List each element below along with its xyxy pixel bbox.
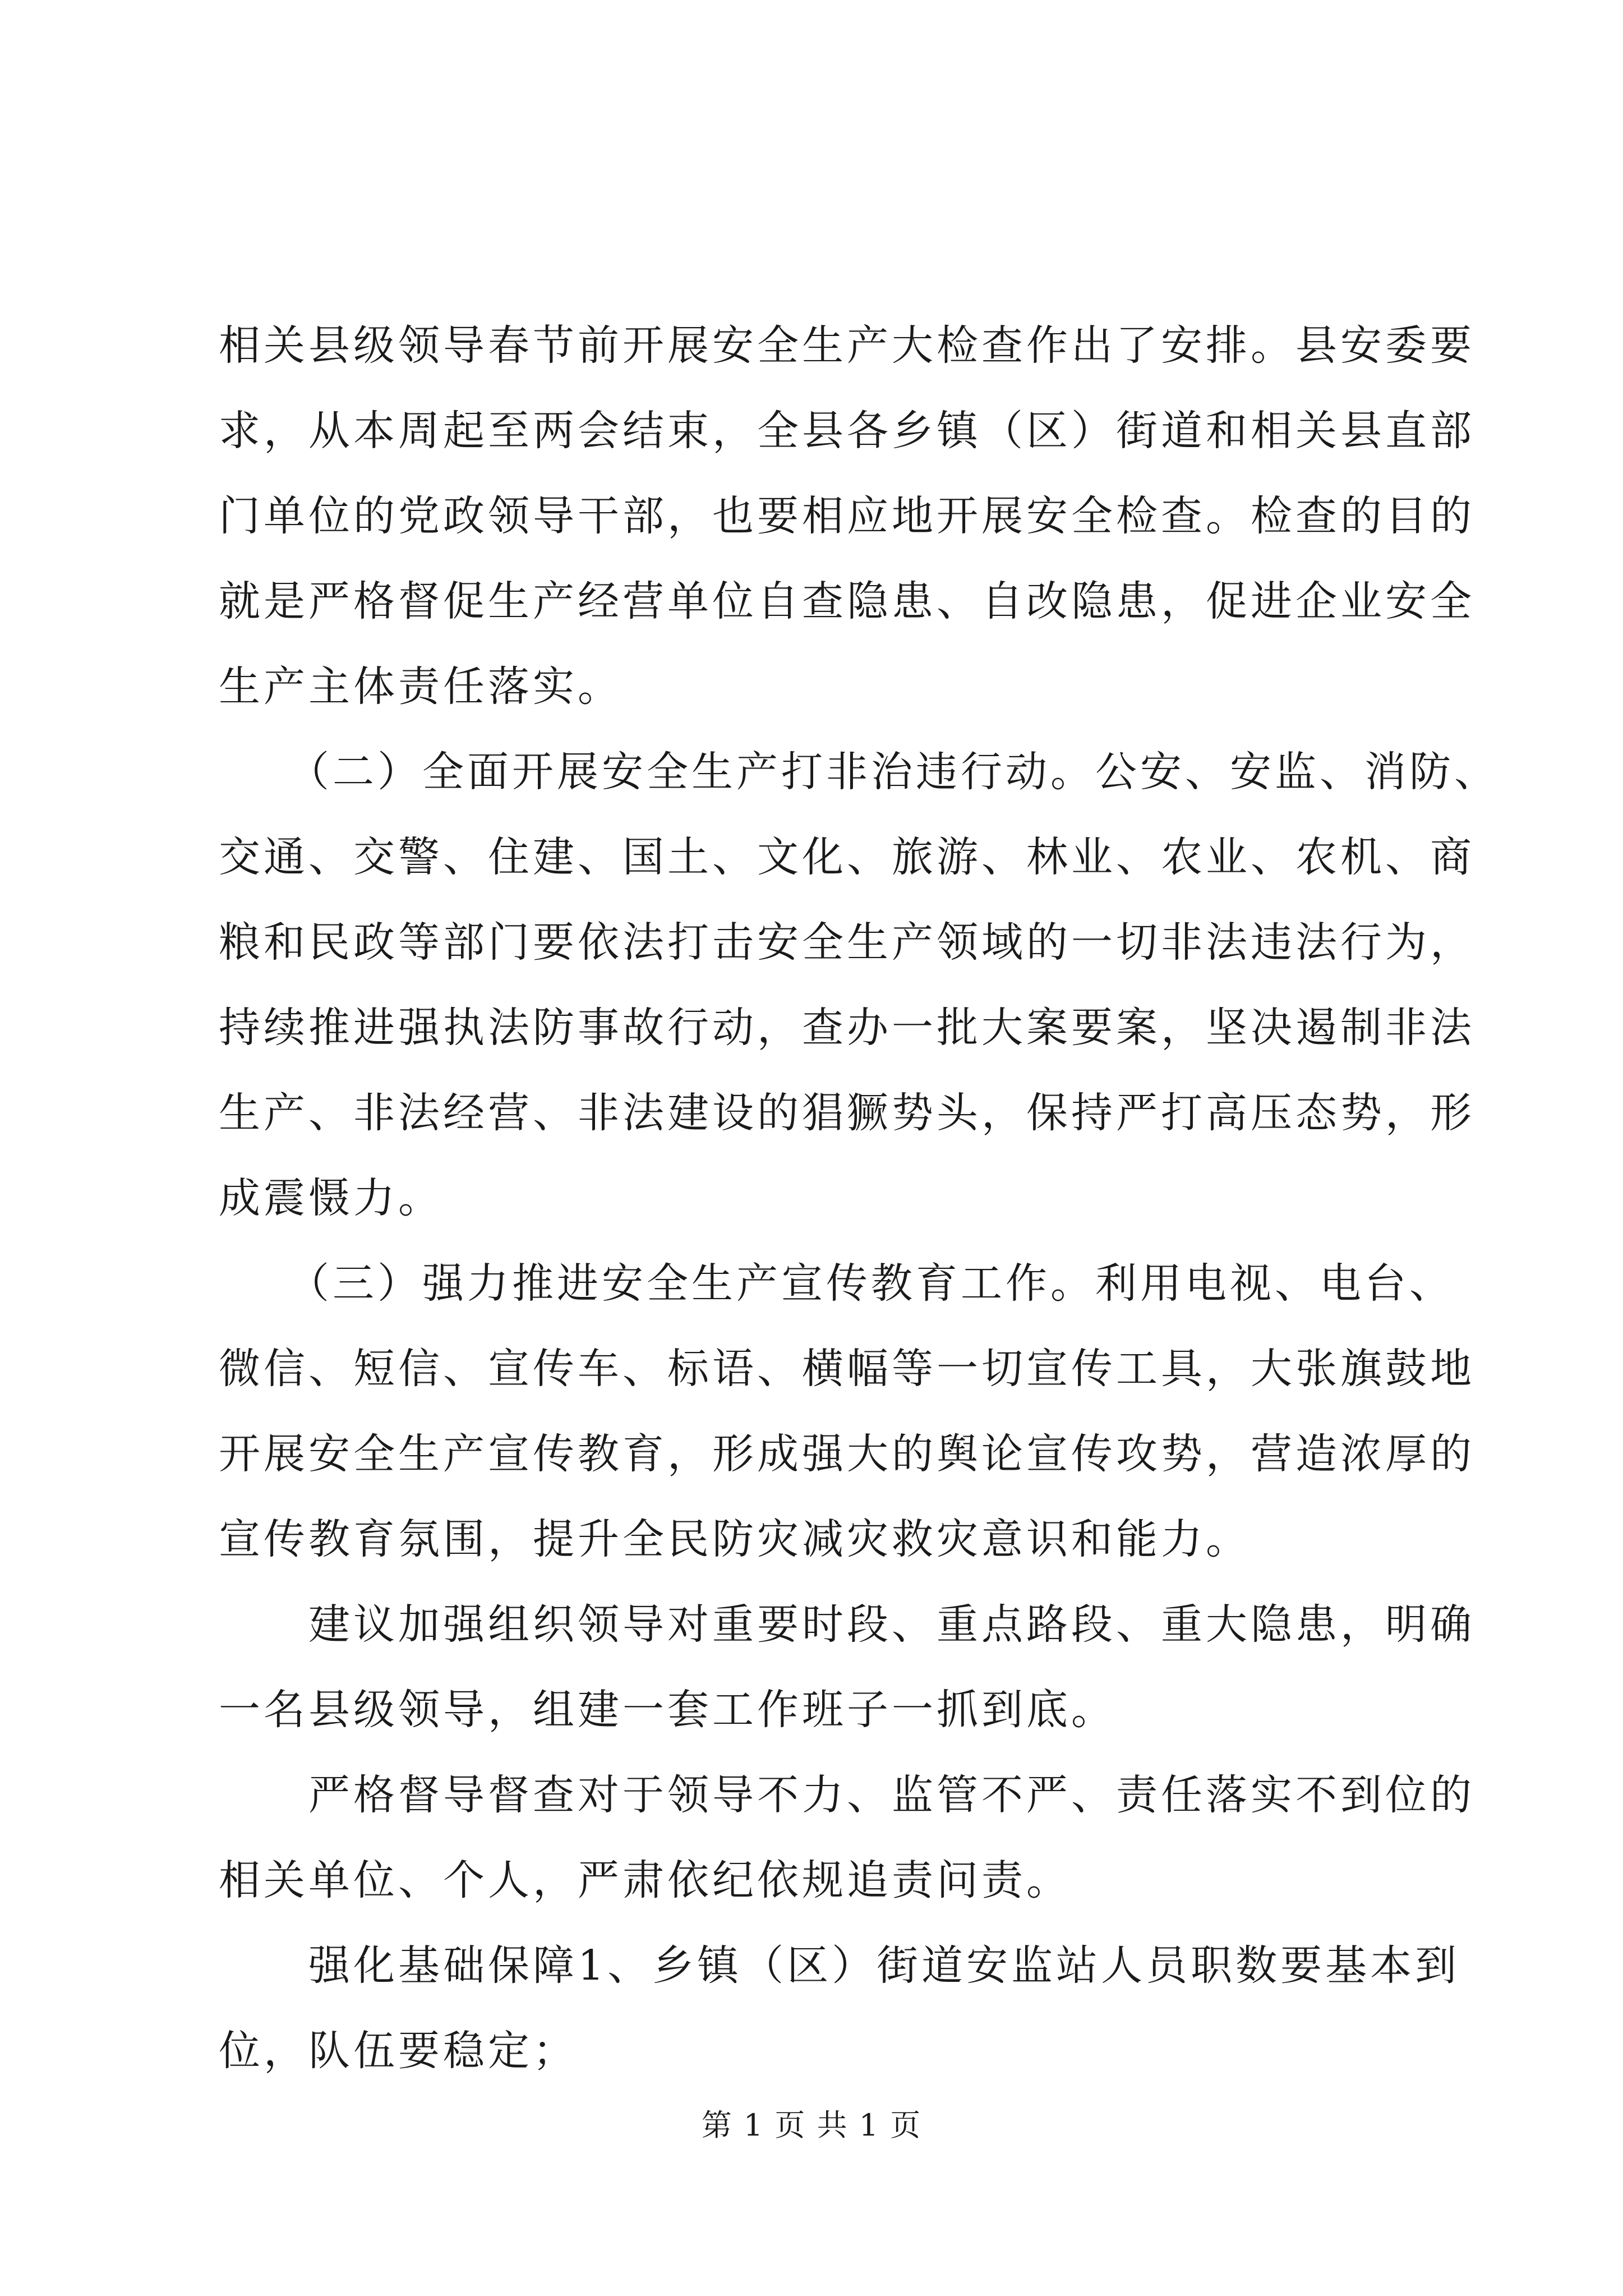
document-line: 交通、交警、住建、国土、文化、旅游、林业、农业、农机、商 [219,833,1475,881]
document-line: 强化基础保障1、乡镇（区）街道安监站人员职数要基本到 [219,1941,1460,1990]
document-line: 宣传教育氛围，提升全民防灾减灾救灾意识和能力。 [219,1515,1251,1563]
document-line: 门单位的党政领导干部，也要相应地开展安全检查。检查的目的 [219,492,1475,540]
document-line: 相关县级领导春节前开展安全生产大检查作出了安排。县安委要 [219,321,1475,370]
document-line: 就是严格督促生产经营单位自查隐患、自改隐患，促进企业安全 [219,577,1475,625]
document-line: 开展安全生产宣传教育，形成强大的舆论宣传攻势，营造浓厚的 [219,1430,1475,1478]
document-line: 持续推进强执法防事故行动，查办一批大案要案，坚决遏制非法 [219,1004,1475,1052]
document-line: 建议加强组织领导对重要时段、重点路段、重大隐患，明确 [219,1600,1475,1649]
document-line: 生产、非法经营、非法建设的猖獗势头，保持严打高压态势，形 [219,1089,1475,1137]
document-line: 生产主体责任落实。 [219,662,623,711]
document-line: 一名县级领导，组建一套工作班子一抓到底。 [219,1686,1116,1734]
document-line: 微信、短信、宣传车、标语、横幅等一切宣传工具，大张旗鼓地 [219,1345,1475,1393]
document-line: （二）全面开展安全生产打非治违行动。公安、安监、消防、 [219,748,1499,796]
document-line: 成震慑力。 [219,1174,443,1222]
document-line: 求，从本周起至两会结束，全县各乡镇（区）街道和相关县直部 [219,407,1475,455]
document-line: 粮和民政等部门要依法打击安全生产领域的一切非法违法行为， [219,918,1475,967]
document-line: 位，队伍要稳定； [219,2027,578,2075]
document-line: （三）强力推进安全生产宣传教育工作。利用电视、电台、 [219,1259,1454,1308]
document-line: 严格督导督查对于领导不力、监管不严、责任落实不到位的 [219,1771,1475,1819]
page-footer: 第 1 页 共 1 页 [701,2108,922,2143]
document-body [219,303,1499,2093]
document-line: 相关单位、个人，严肃依纪依规追责问责。 [219,1856,1071,1904]
